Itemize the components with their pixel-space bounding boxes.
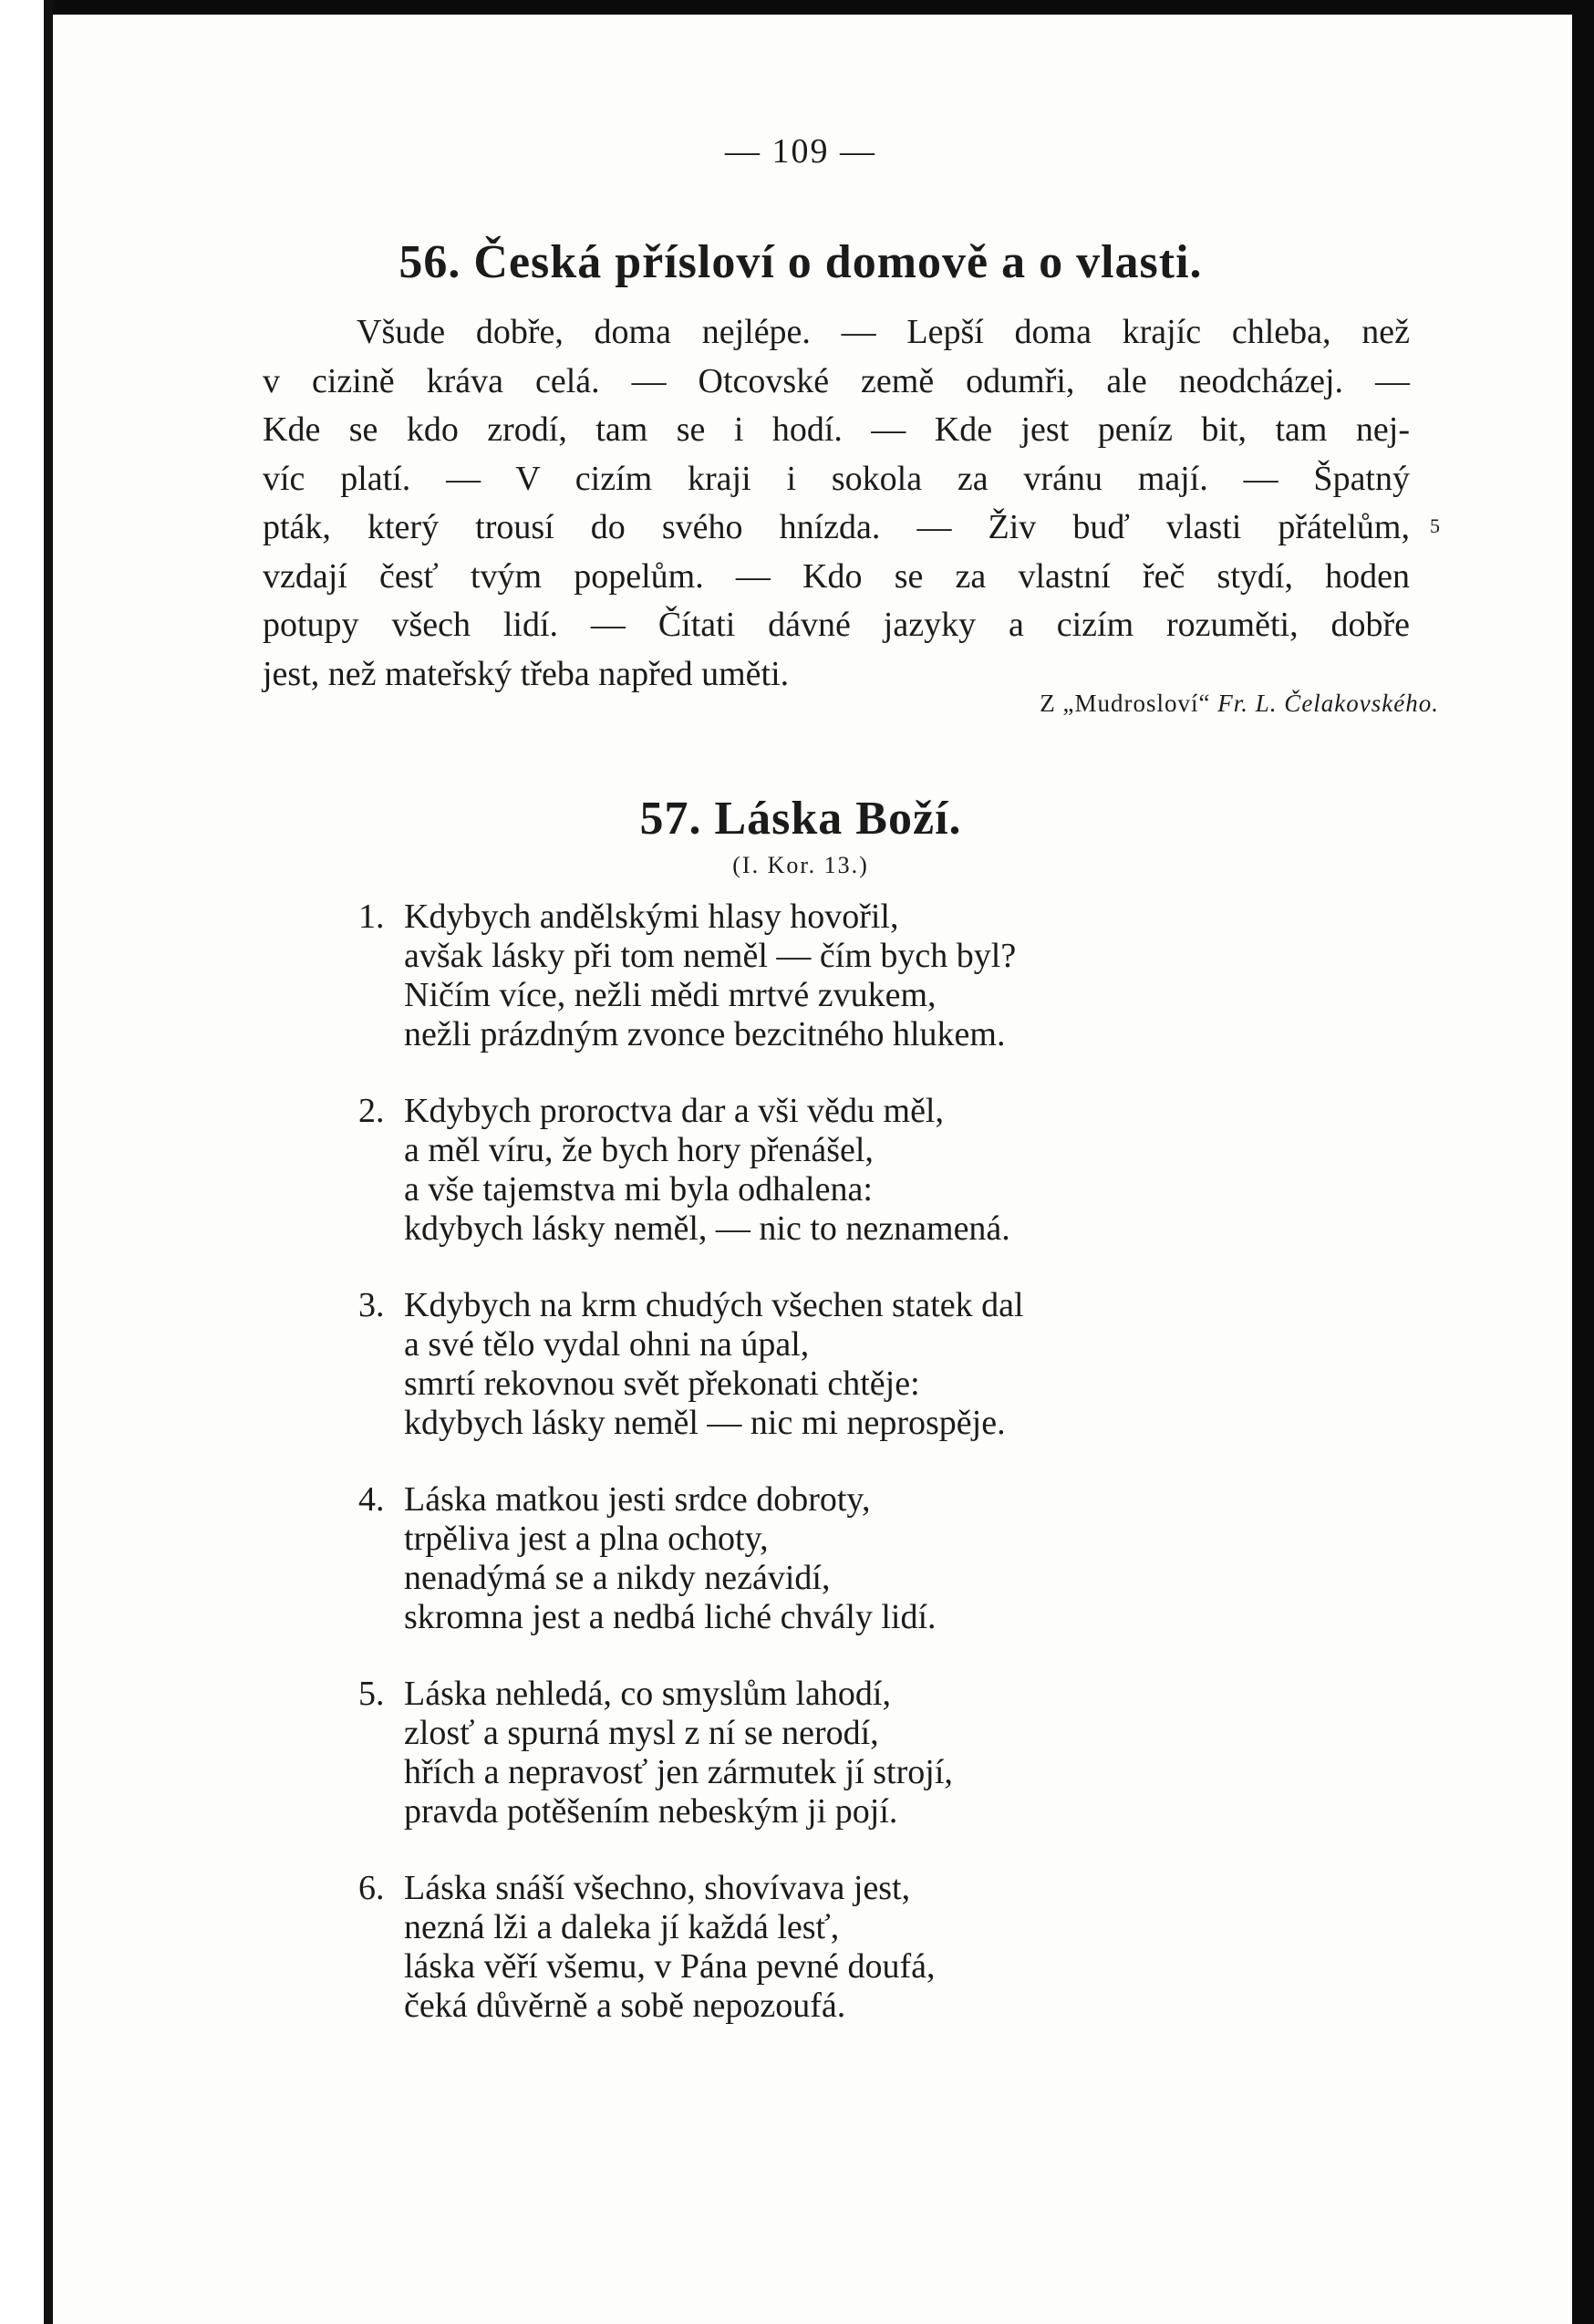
stanza-number: 6. [358, 1869, 385, 1907]
verse-line: a vše tajemstva mi byla odhalena: [404, 1170, 873, 1209]
binding-edge [44, 0, 53, 2324]
verse-line: zlosť a spurná mysl z ní se nerodí, [404, 1714, 879, 1752]
stanza-number: 3. [358, 1286, 385, 1324]
stanza-number: 1. [358, 897, 385, 936]
page-number: — 109 — [725, 132, 876, 171]
verse-line: láska věří všemu, v Pána pevné doufá, [404, 1947, 936, 1986]
stanza-number: 4. [358, 1480, 385, 1519]
section-56-title: 56. Česká přísloví o domově a o vlasti. [398, 236, 1203, 288]
proverb-line: potupy všech lidí. — Čítati dávné jazyky a cizím rozuměti, dobře [263, 606, 1410, 644]
verse-line: kdybych lásky neměl — nic mi neprospěje. [404, 1404, 1006, 1442]
source-author: Fr. L. Čelakovského. [1217, 690, 1439, 717]
verse-line: Kdybych proroctva dar a vši vědu měl, [404, 1092, 944, 1130]
verse-line: Kdybych andělskými hlasy hovořil, [404, 897, 899, 936]
verse-line: nezná lži a daleka jí každá lesť, [404, 1908, 840, 1946]
scan-right-edge [1572, 0, 1594, 2324]
stanza [358, 1092, 1407, 1249]
stanza-number: 5. [358, 1675, 385, 1713]
verse-line: a měl víru, že bych hory přenášel, [404, 1131, 874, 1169]
proverb-line: vzdají česť tvým popelům. — Kdo se za vlastní řeč stydí, hoden [263, 556, 1410, 596]
margin-line-number: 5 [1430, 514, 1440, 537]
proverb-line: v cizině kráva celá. — Otcovské země odumři, ale neodcházej. — [263, 361, 1410, 400]
stanza [358, 1869, 1407, 2026]
section-56-source [1040, 690, 1439, 718]
section-57-title: 57. Láska Boží. [639, 793, 962, 845]
proverb-line: pták, který trousí do svého hnízda. — Živ buď vlasti přátelům, [263, 508, 1410, 546]
section-56-proverbs [263, 308, 1410, 699]
verse-line: Láska matkou jesti srdce dobroty, [404, 1480, 871, 1519]
verse-line: Ničím více, nežli mědi mrtvé zvukem, [404, 976, 937, 1014]
proverb-line: Kde se kdo zrodí, tam se i hodí. — Kde jest peníz bit, tam nej- [263, 410, 1410, 449]
verse-line: Kdybych na krm chudých všechen statek dal [404, 1286, 1024, 1324]
section-57-subtitle: (I. Kor. 13.) [732, 852, 869, 878]
stanza-number: 2. [358, 1092, 385, 1130]
verse-line: čeká důvěrně a sobě nepozoufá. [404, 1987, 846, 2025]
source-prefix: Z „Mudrosloví“ [1040, 690, 1211, 717]
proverb-line: jest, než mateřský třeba napřed uměti. [263, 654, 790, 693]
verse-line: trpěliva jest a plna ochoty, [404, 1520, 769, 1558]
verse-line: Láska nehledá, co smyslům lahodí, [404, 1675, 891, 1713]
verse-line: skromna jest a nedbá liché chvály lidí. [404, 1598, 937, 1636]
verse-line: Láska snáší všechno, shovívava jest, [404, 1869, 911, 1907]
verse-line: a své tělo vydal ohni na úpal, [404, 1325, 810, 1364]
section-57-poem [358, 897, 1407, 2063]
proverb-line: víc platí. — V cizím kraji i sokola za vránu mají. — Špatný [263, 459, 1410, 498]
verse-line: hřích a nepravosť jen zármutek jí strojí, [404, 1753, 953, 1791]
proverb-line: Všude dobře, doma nejlépe. — Lepší doma krajíc chleba, než [357, 313, 1410, 351]
stanza [358, 1675, 1407, 1831]
verse-line: pravda potěšením nebeským ji pojí. [404, 1792, 898, 1831]
verse-line: smrtí rekovnou svět překonati chtěje: [404, 1364, 920, 1403]
verse-line: avšak lásky při tom neměl — čím bych byl? [404, 937, 1017, 975]
scan-left-margin [0, 0, 53, 2324]
book-page [53, 0, 1572, 2324]
stanza [358, 1286, 1407, 1443]
verse-line: nežli prázdným zvonce bezcitného hlukem. [404, 1015, 1006, 1053]
stanza [358, 897, 1407, 1054]
verse-line: kdybych lásky neměl, — nic to neznamená. [404, 1209, 1010, 1248]
verse-line: nenadýmá se a nikdy nezávidí, [404, 1559, 831, 1597]
stanza [358, 1480, 1407, 1637]
